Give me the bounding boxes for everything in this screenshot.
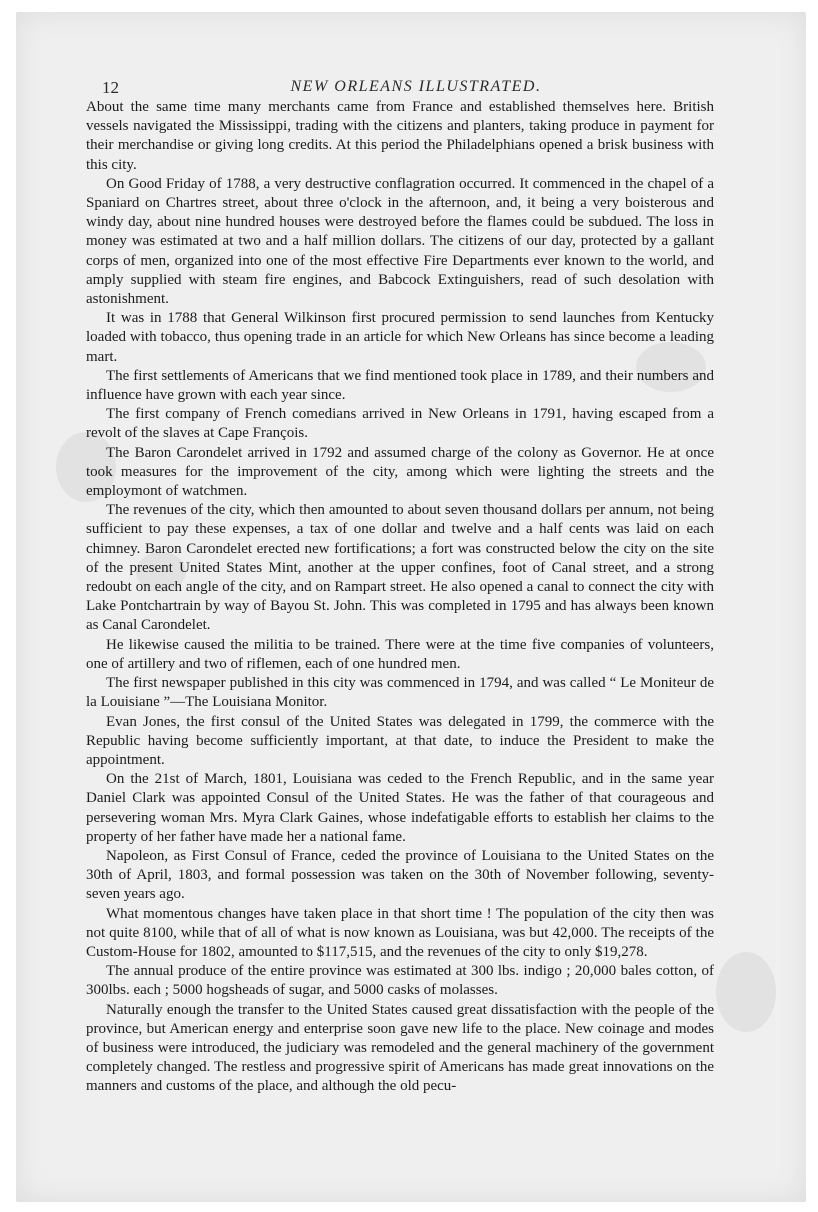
running-title: NEW ORLEANS ILLUSTRATED.	[290, 78, 542, 95]
paragraph: The annual produce of the entire province was estimated at 300 lbs. indigo ; 20,000 bales cotton, of 300lbs. each ; 5000 hogsheads of sugar, and 5000 casks of molasses.	[86, 963, 714, 999]
paper-stain	[716, 952, 776, 1032]
paragraph: Napoleon, as First Consul of France, ceded the province of Louisiana to the United States on the 30th of April, 1803, and formal possession was taken on the 30th of November following, seventy-seven years ago.	[86, 847, 714, 903]
paragraph: On Good Friday of 1788, a very destructive conflagration occurred. It commenced in the chapel of a Spaniard on Chartres street, about three o'clock in the afternoon, and, it being a very boisterous and windy day, about nine hundred houses were destroyed before the flames could be subdued. The loss in money was estimated at two and a half million dollars. The citizens of our day, protected by a gallant corps of men, organized into one of the most effective Fire Departments ever known to the world, and amply supplied with steam fire engines, and Babcock Extinguishers, read of such desolation with astonishment.	[86, 175, 714, 308]
page-number: 12	[102, 78, 119, 97]
paragraph: On the 21st of March, 1801, Louisiana was ceded to the French Republic, and in the same year Daniel Clark was appointed Consul of the United States. He was the father of that courageous and persevering woman Mrs. Myra Clark Gaines, whose indefatigable efforts to establish her claims to the property of her father have made her a national fame.	[86, 771, 714, 845]
paragraph: About the same time many merchants came from France and established themselves here. British vessels navigated the Mississippi, trading with the citizens and planters, taking produce in payment for their merchandise or giving long credits. At this period the Philadelphians opened a brisk business with this city.	[86, 99, 714, 173]
paragraph: Evan Jones, the first consul of the United States was delegated in 1799, the commerce with the Republic having become sufficiently important, at that date, to induce the President to make the appointment.	[86, 713, 714, 768]
paragraph: The first company of French comedians arrived in New Orleans in 1791, having escaped from a revolt of the slaves at Cape François.	[86, 406, 714, 442]
paragraph: The first newspaper published in this city was commenced in 1794, and was called “ Le Moniteur de la Louisiane ”—The Louisiana Monitor.	[86, 675, 714, 711]
paragraph: Naturally enough the transfer to the United States caused great dissatisfaction with the people of the province, but American energy and enterprise soon gave new life to the place. New coinage and modes of business were introduced, the judiciary was remodeled and the general machinery of the government completely changed. The restless and progressive spirit of Americans has made great innovations on the manners and customs of the place, and although the old pecu-	[86, 1001, 714, 1095]
paragraph: What momentous changes have taken place in that short time ! The population of the city then was not quite 8100, while that of all of what is now known as Louisiana, was but 42,000. The receipts of the Custom-House for 1802, amounted to $117,515, and the revenues of the city to only $19,278.	[86, 905, 714, 960]
paragraph: The first settlements of Americans that we find mentioned took place in 1789, and their numbers and influence have grown with each year since.	[86, 367, 714, 404]
paragraph: It was in 1788 that General Wilkinson first procured permission to send launches from Kentucky loaded with tobacco, thus opening trade in an article for which New Orleans has since become a leading mart.	[86, 310, 714, 365]
page-header	[102, 78, 730, 100]
paragraph: The Baron Carondelet arrived in 1792 and assumed charge of the colony as Governor. He at once took measures for the improvement of the city, among which were lighting the streets and the employmont of watchmen.	[86, 444, 714, 500]
paragraph: He likewise caused the militia to be trained. There were at the time five companies of volunteers, one of artillery and two of riflemen, each of one hundred men.	[86, 636, 714, 672]
body-text	[86, 98, 714, 1097]
paragraph: The revenues of the city, which then amounted to about seven thousand dollars per annum, not being sufficient to pay these expenses, a tax of one dollar and twelve and a half cents was laid on each chimney. Baron Carondelet erected new fortifications; a fort was constructed below the city on the site of the present United States Mint, another at the upper confines, foot of Canal street, and a strong redoubt on each angle of the city, and on Rampart street. He also opened a canal to connect the city with Lake Pontchartrain by way of Bayou St. John. This was completed in 1795 and has always been known as Canal Carondelet.	[86, 502, 714, 634]
